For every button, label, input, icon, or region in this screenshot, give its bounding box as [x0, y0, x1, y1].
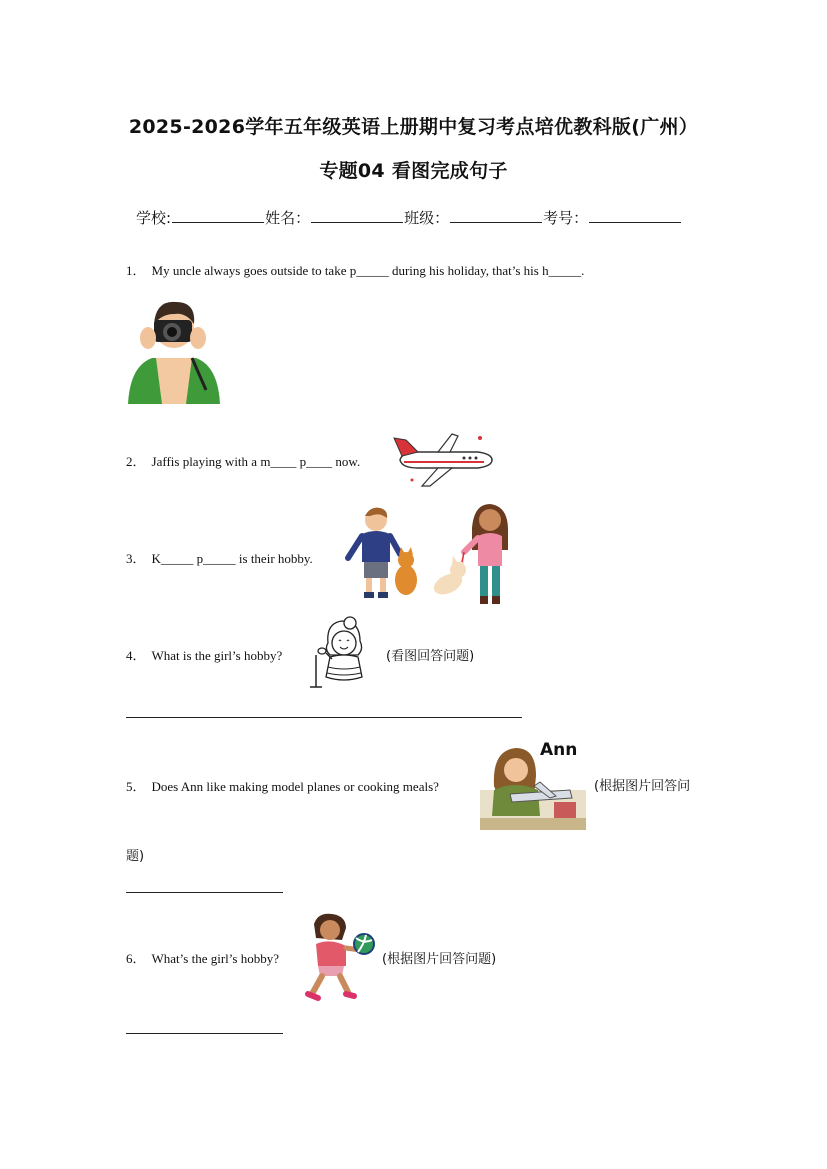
question-5-hint: (根据图片回答问 — [594, 779, 691, 794]
question-text: Jaffis playing with a m____ p____ now. — [151, 454, 361, 469]
exam-number-label: 考号： — [543, 209, 589, 227]
question-5-hint-cont: 题) — [126, 849, 145, 864]
question-6 — [126, 948, 279, 967]
class-label: 班级： — [404, 209, 450, 227]
photographer-image — [126, 294, 222, 404]
student-info-row — [136, 207, 682, 228]
school-field[interactable] — [172, 208, 264, 223]
answer-line-4[interactable] — [126, 717, 522, 718]
school-label: 学校: — [136, 209, 172, 227]
name-label: 姓名： — [265, 209, 311, 227]
volleyball-girl-image — [302, 910, 378, 1002]
airplane-image — [392, 432, 494, 488]
kids-with-cats-image — [340, 500, 516, 610]
singing-girl-image — [306, 615, 378, 689]
question-4 — [126, 645, 282, 664]
question-2 — [126, 451, 360, 470]
question-6-hint: (根据图片回答问题) — [382, 952, 497, 967]
question-number: 4． — [126, 648, 146, 663]
answer-line-6[interactable] — [126, 1033, 283, 1034]
question-number: 3． — [126, 551, 146, 566]
question-number: 1． — [126, 263, 146, 278]
question-4-hint: (看图回答问题) — [386, 649, 475, 664]
question-number: 5． — [126, 779, 146, 794]
question-3 — [126, 548, 313, 567]
question-number: 6． — [126, 951, 146, 966]
question-text: What is the girl’s hobby? — [151, 648, 283, 663]
document-subtitle: 专题04 看图完成句子 — [319, 160, 508, 182]
question-1 — [126, 260, 584, 279]
question-text: Does Ann like making model planes or cooking meals? — [151, 779, 439, 794]
question-text: K_____ p_____ is their hobby. — [151, 551, 313, 566]
name-field[interactable] — [311, 208, 403, 223]
answer-line-5[interactable] — [126, 892, 283, 893]
question-text: What’s the girl’s hobby? — [151, 951, 279, 966]
document-title: 2025-2026学年五年级英语上册期中复习考点培优教科版(广州） — [128, 116, 699, 138]
question-text: My uncle always goes outside to take p_____ during his holiday, that’s his h_____. — [151, 263, 585, 278]
class-field[interactable] — [450, 208, 542, 223]
question-5 — [126, 776, 439, 795]
question-number: 2． — [126, 454, 146, 469]
exam-number-field[interactable] — [589, 208, 681, 223]
ann-label: Ann — [540, 740, 578, 760]
